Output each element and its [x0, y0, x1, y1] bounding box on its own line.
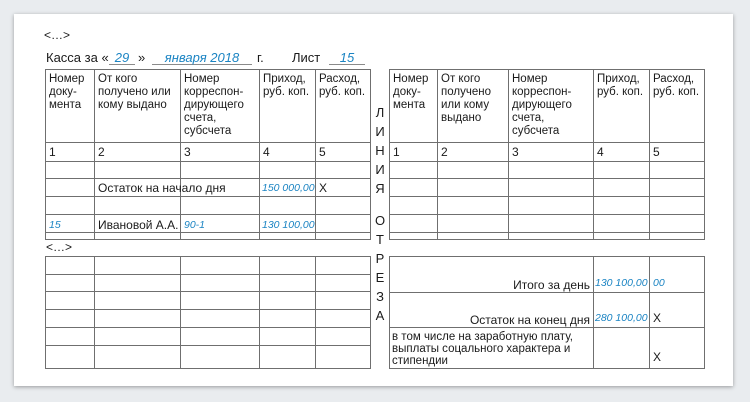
left-col-header-counterparty: От кого получено или кому выдано: [98, 73, 171, 111]
kassa-year-suffix: г.: [257, 50, 264, 65]
entry-doc-number: 15: [49, 219, 61, 231]
right-col-header-income: Приход, руб. коп.: [597, 73, 644, 98]
opening-balance-amount: 150 000,00: [262, 182, 315, 194]
kassa-day: 29: [109, 51, 135, 65]
ellipsis-top: <…>: [44, 28, 71, 42]
left-col-header-account: Номер корреспон-дирующего счета, субсчета: [184, 73, 244, 137]
closing-balance-amount: 280 100,00: [595, 312, 648, 324]
right-col-number: 5: [653, 145, 660, 159]
salary-note-mark: X: [653, 350, 662, 364]
left-col-number: 1: [49, 145, 56, 159]
right-col-number: 4: [597, 145, 604, 159]
kassa-quote-close: »: [138, 50, 146, 65]
closing-balance-mark: X: [653, 311, 662, 325]
opening-balance-label: Остаток на начало дня: [98, 181, 226, 195]
list-number: 15: [329, 51, 365, 65]
left-col-header-doc-number: Номер доку-мента: [49, 73, 85, 111]
left-col-number: 5: [319, 145, 326, 159]
closing-balance-label: Остаток на конец дня: [469, 313, 590, 327]
right-col-header-doc-number: Номер доку-мента: [393, 73, 429, 111]
entry-payer: Ивановой А.А.: [98, 218, 179, 232]
kassa-month-year: января 2018: [152, 51, 252, 65]
list-label: Лист: [292, 50, 321, 65]
right-col-number: 1: [393, 145, 400, 159]
right-col-number: 2: [441, 145, 448, 159]
left-col-number: 4: [263, 145, 270, 159]
right-col-header-account: Номер корреспон-дирующего счета, субсчета: [512, 73, 572, 137]
left-col-header-income: Приход, руб. коп.: [263, 73, 310, 98]
right-col-header-expense: Расход, руб. коп.: [653, 73, 700, 98]
left-col-header-expense: Расход, руб. коп.: [319, 73, 366, 98]
right-col-header-counterparty: От кого получено или кому выдано: [441, 73, 491, 124]
ellipsis-mid: <…>: [46, 240, 73, 254]
right-col-number: 3: [512, 145, 519, 159]
daily-total-expense: 00: [653, 277, 665, 289]
cut-line-label: Л И Н И Я О Т Р Е З А: [374, 105, 386, 323]
kassa-label: Касса за «: [46, 50, 109, 65]
salary-note-label: в том числе на заработную плату, выплаты соцального характера и стипендии: [392, 331, 573, 367]
daily-total-label: Итого за день: [513, 278, 590, 292]
entry-income: 130 100,00: [262, 219, 315, 231]
left-col-number: 2: [98, 145, 105, 159]
left-col-number: 3: [184, 145, 191, 159]
daily-total-income: 130 100,00: [595, 277, 648, 289]
opening-balance-mark: X: [319, 181, 328, 195]
entry-account: 90-1: [184, 219, 206, 231]
